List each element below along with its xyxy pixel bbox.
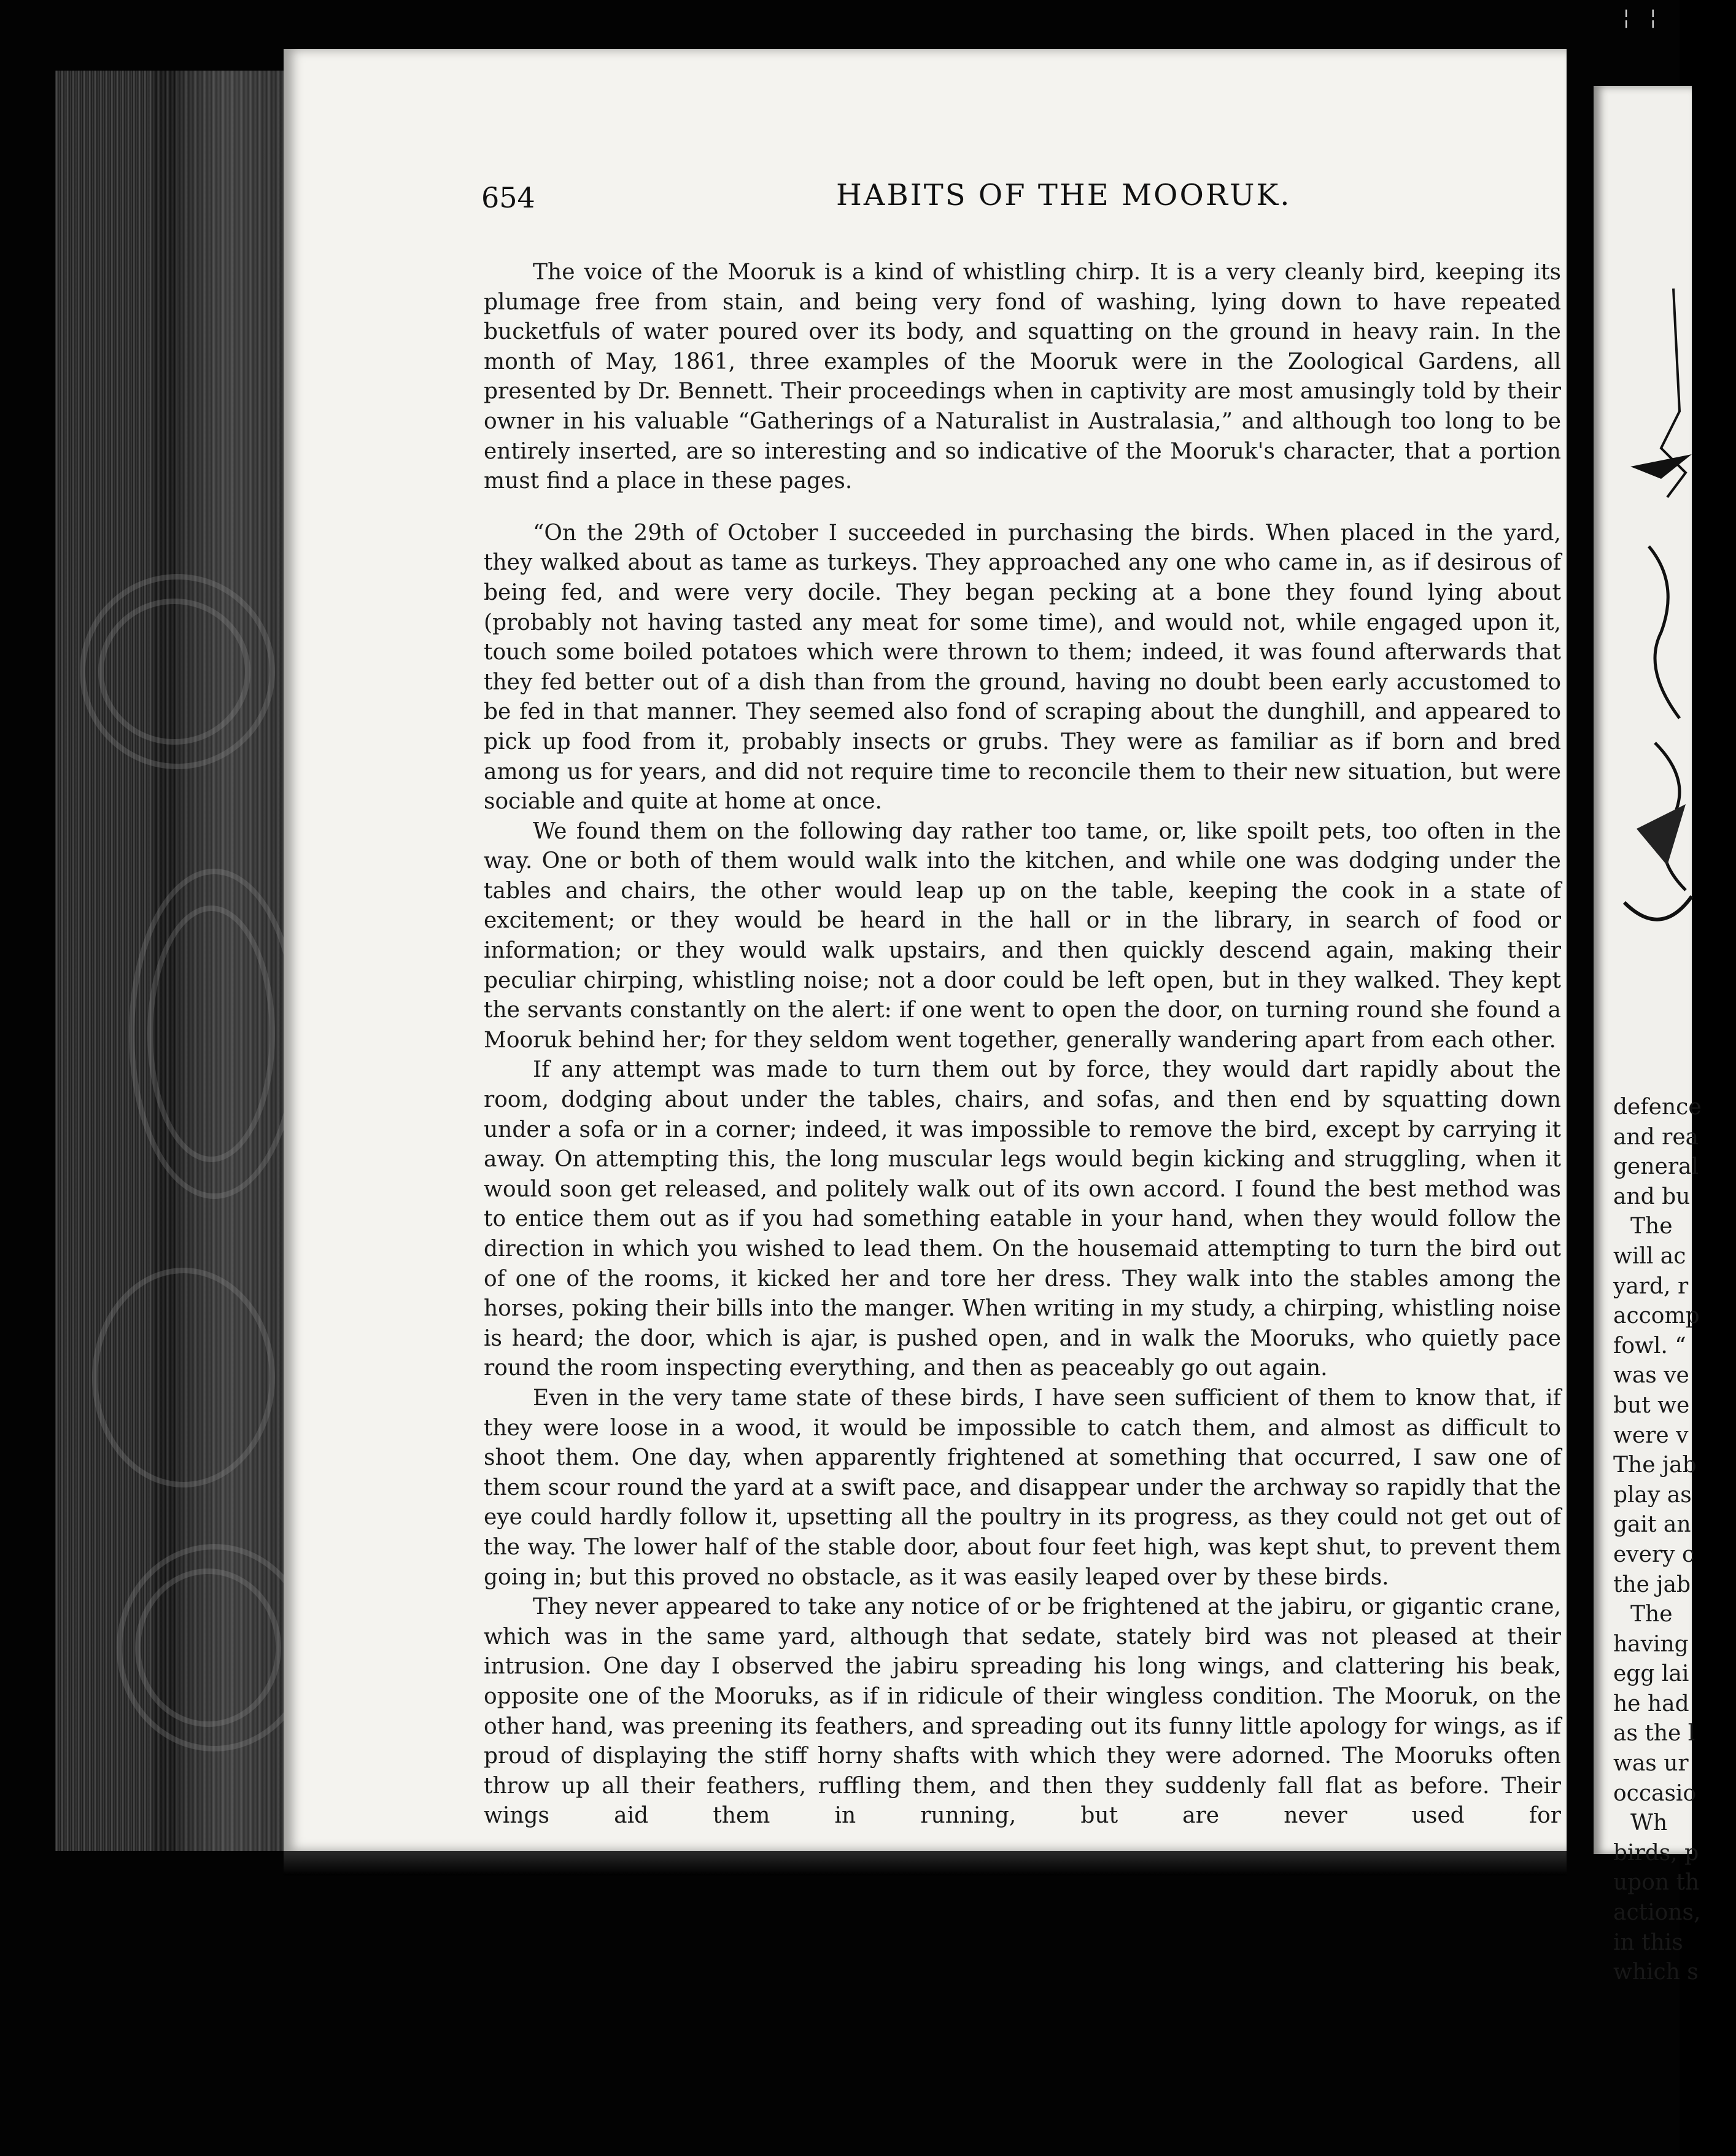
body-paragraph: We found them on the following day rather too tame, or, like spoilt pets, too often in the way. One or both of them would walk into the kitchen, and while one was dodging under the tables and chairs, the other would leap up on the table, keeping the cook in a state of excitement; or they would be heard in the hall or in the library, in search of food or information; or they would walk upstairs, and then quickly descend again, making their peculiar chirping, whistling noise; not a door could be left open, but in they walked. They kept the servants constantly on the alert: if one went to open the door, on turning round she found a Mooruk behind her; for they seldom went together, generally wandering apart from each other. [484,818,1561,1053]
facing-line: The [1630,1214,1673,1239]
marbled-swirl [147,905,275,1162]
facing-line: he had [1613,1691,1689,1716]
facing-line: accomp [1613,1303,1700,1329]
scanner-corner-marks: ╎ ╎ [1621,9,1664,30]
facing-line: the jab [1613,1572,1691,1597]
facing-line: actions, [1613,1900,1701,1926]
body-paragraph: “On the 29th of October I succeeded in purchasing the birds. When placed in the yard, they walked about as tame as turkeys. They approached any one who came in, as if desirous of being fed, and were very docile. They began pecking at a bone they found lying about (probably not having tasted any meat for some time), and would not, while engaged upon it, touch some boiled potatoes which were thrown to them; indeed, it was found afterwards that they fed better out of a dish than from the ground, having no doubt been early accustomed to be fed in that manner. They seemed also fond of scraping about the dunghill, and appeared to pick up food from it, probably insects or grubs. They were as familiar as if born and bred among us for years, and did not require time to reconcile them to their new situation, but were sociable and quite at home at once. [484,520,1561,815]
facing-line: was ve [1613,1363,1689,1389]
bird-illustration-fragment [1624,289,1698,933]
facing-line: but we [1613,1392,1690,1418]
facing-page [1594,86,1702,1985]
facing-line: having [1613,1631,1689,1657]
page-bottom-shadow [284,1851,1567,1875]
facing-line: were v [1613,1422,1689,1448]
facing-line: and bu [1613,1184,1691,1209]
book-page [284,49,1567,1851]
facing-line: Wh [1630,1810,1668,1836]
body-paragraph: They never appeared to take any notice of or be frightened at the jabiru, or gigantic crane, which was in the same yard, although that sedate, stately bird was not pleased at their intrusion. One day I observed the jabiru spreading his long wings, and clattering his beak, opposite one of the Mooruks, as if in ridicule of their wingless condition. The Mooruk, on the other hand, was preening its feathers, and spreading out its funny little apology for wings, as if proud of displaying the stiff horny shafts with which they were adorned. The Mooruks often throw up all their feathers, ruffling them, and then they suddenly fall flat as before. Their wings aid them in running, but are never used for [484,1594,1561,1829]
facing-line: which s [1613,1960,1699,1985]
facing-line: occasio [1613,1780,1697,1806]
facing-page-text-fragments [1613,1093,1736,1988]
facing-line: upon th [1613,1870,1700,1896]
facing-line: and rea [1613,1124,1699,1150]
marbled-swirl [92,1268,275,1487]
facing-line: in this [1613,1929,1683,1955]
marbled-swirl [98,599,250,745]
page-body-text [484,258,1561,1831]
book-page-edges [55,71,301,1851]
facing-line: gait an [1613,1512,1691,1538]
facing-line: birds, p [1613,1840,1699,1866]
facing-line: defence [1613,1095,1702,1120]
facing-line: yard, r [1613,1273,1689,1299]
facing-line: as the l [1613,1721,1695,1747]
facing-line: general [1613,1154,1699,1180]
body-paragraph: Even in the very tame state of these birds, I have seen sufficient of them to know that, if they were loose in a wood, it would be impossible to catch them, and almost as difficult to shoot them. One day, when apparently frightened at something that occurred, I saw one of them scour round the yard at a swift pace, and disappear under the archway so rapidly that the eye could hardly follow it, upsetting all the poultry in its progress, as they could not get out of the way. The lower half of the stable door, about four feet high, was kept shut, to prevent them going in; but this proved no obstacle, as it was easily leaped over by these birds. [484,1385,1561,1590]
facing-line: egg lai [1613,1661,1689,1687]
facing-line: fowl. “ [1613,1333,1686,1359]
facing-line: every c [1613,1541,1695,1567]
page-number: 654 [481,181,535,214]
body-paragraph: The voice of the Mooruk is a kind of whistling chirp. It is a very cleanly bird, keeping its plumage free from stain, and being very fond of washing, lying down to have repeated bucketfuls of water poured over its body, and squatting on the ground in heavy rain. In the month of May, 1861, three examples of the Mooruk were in the Zoological Gardens, all presented by Dr. Bennett. Their proceedings when in captivity are most amusingly told by their owner in his valuable “Gatherings of a Naturalist in Australasia,” and although too long to be entirely inserted, are so interesting and so indicative of the Mooruk's character, that a portion must find a place in these pages. [484,260,1561,494]
facing-line: play as [1613,1482,1692,1508]
marbled-swirl [135,1569,281,1727]
facing-line: was ur [1613,1751,1689,1777]
facing-line: The [1630,1602,1673,1627]
body-paragraph: If any attempt was made to turn them out by force, they would dart rapidly about the room, dodging about under the tables, chairs, and sofas, and then end by squatting down under a sofa or in a corner; indeed, it was impossible to remove the bird, except by carrying it away. On attempting this, the long muscular legs would begin kicking and struggling, when it would soon get released, and politely walk out of its own accord. I found the best method was to entice them out as if you had something eatable in your hand, when they would follow the direction in which you wished to lead them. On the housemaid attempting to turn the bird out of one of the rooms, it kicked her and tore her dress. They walk into the stables among the horses, poking their bills into the manger. When writing in my study, a chirping, whistling noise is heard; the door, which is ajar, is pushed open, and in walk the Mooruks, who quietly pace round the room inspecting everything, and then as peaceably go out again. [484,1057,1561,1381]
facing-line: The jab [1613,1452,1697,1478]
facing-line: will ac [1613,1243,1686,1269]
running-head-title: HABITS OF THE MOORUK. [836,178,1292,212]
